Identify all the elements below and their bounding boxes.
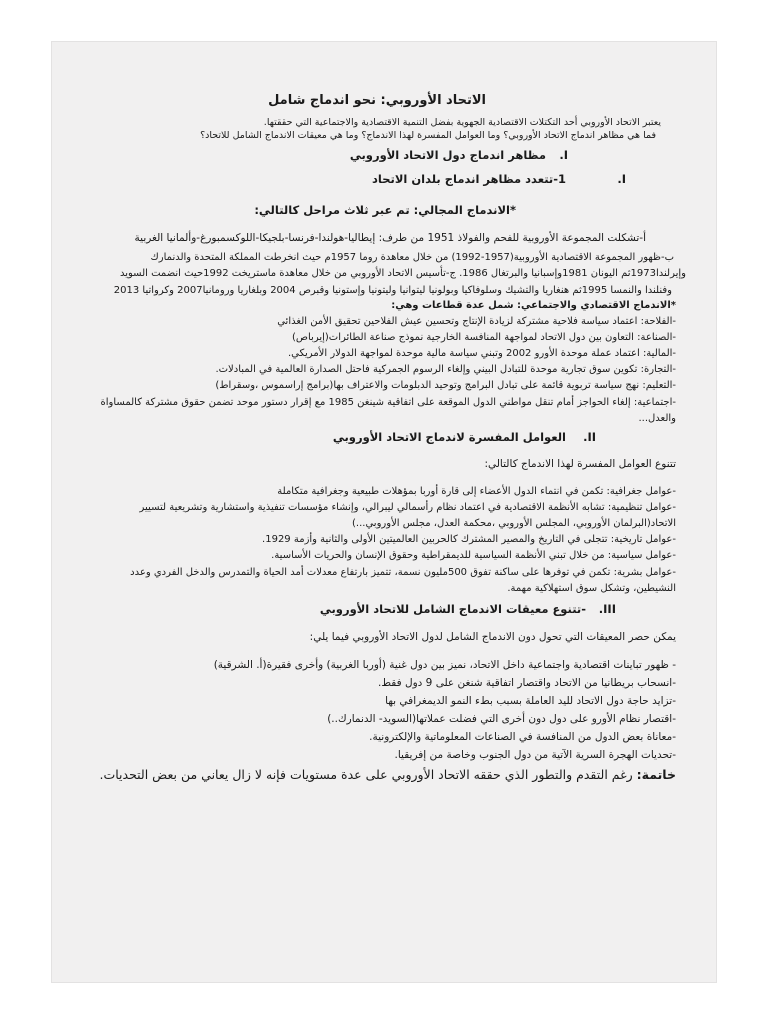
- conclusion-text: رغم التقدم والتطور الذي حققه الاتحاد الأوروبي على عدة مستويات فإنه لا زال يعاني من بعض التحديات.: [99, 767, 637, 782]
- section-2-heading: العوامل المفسرة لاندماج الاتحاد الأوروبي: [332, 430, 566, 444]
- factor-historical: -عوامل تاريخية: تتجلى في التاريخ والمصير المشترك كالحربين العالميتين الأولى والثانية وأزمة 1929.: [262, 534, 676, 545]
- section-3-lead: يمكن حصر المعيقات التي تحول دون الاندماج الشامل لدول الاتحاد الأوروبي فيما يلي:: [309, 631, 676, 643]
- factor-human-cont: النشيطين، وتشكل سوق استهلاكية مهمة.: [507, 583, 676, 594]
- section-2-number: II.: [583, 430, 596, 444]
- obstacle-competition: -معاناة بعض الدول من المنافسة في الصناعات المعلوماتية والإلكترونية.: [369, 731, 676, 743]
- factor-organizational: -عوامل تنظيمية: تشابه الأنظمة الاقتصادية في اعتماد نظام رأسمالي ليبرالي، وإنشاء مؤسسات تنفيذية واستشارية وتشريعية لتسيير: [139, 502, 676, 513]
- factor-human: -عوامل بشرية: تكمن في توفرها على ساكنة تفوق 500مليون نسمة، تتميز بارتفاع معدلات أمد الحياة والتمدرس والدخل الفردي وعدد: [130, 567, 676, 578]
- obstacle-disparities: - ظهور تباينات اقتصادية واجتماعية داخل الاتحاد، نميز بين دول غنية (أوربا الغربية) وأخرى فقيرة(أ. الشرقية): [213, 659, 676, 671]
- section-1-heading: مظاهر اندماج دول الاتحاد الأوروبي: [349, 148, 546, 162]
- section-3-heading: -تتنوع معيقات الاندماج الشامل للاتحاد الأوروبي: [319, 602, 586, 616]
- obstacle-labor: -تزايد حاجة دول الاتحاد لليد العاملة بسبب بطء النمو الديمغرافي بها: [385, 695, 676, 707]
- sector-education: -التعليم: نهج سياسة تربوية قائمة على تبادل البرامج وتوحيد الدبلومات والاعتراف بها(برامج إراسموس ،وسقراط): [215, 380, 676, 391]
- obstacle-migration: -تحديات الهجرة السرية الآتية من دول الجنوب وخاصة من إفريقيا.: [394, 749, 676, 761]
- spatial-phase-c-line-1: وإيرلندا1973ثم اليونان 1981وإسبانيا والبرتغال 1986. ج-تأسيس الاتحاد الأوروبي من خلال معاهدة ماستريخت 1992حيث انضمت السويد: [119, 268, 686, 279]
- spatial-phase-c-line-2: وفنلندا والنمسا 1995ثم هنغاريا والتشيك وسلوفاكيا وبولونيا ليتوانيا وليتونيا وإستونيا وقبرص 2004 وبلغاريا ورومانيا2007 وكرواتيا 2013: [113, 285, 672, 296]
- factor-organizational-cont: الاتحاد(البرلمان الأوروبي، المجلس الأوروبي ،محكمة العدل، مجلس الأوروبي...): [352, 518, 676, 529]
- section-3-number: III.: [598, 602, 616, 616]
- sector-finance: -المالية: اعتماد عملة موحدة الأورو 2002 وتبني سياسة مالية موحدة لمواجهة الدولار الأمريكي.: [287, 348, 676, 359]
- factor-geographic: -عوامل جغرافية: تكمن في انتماء الدول الأعضاء إلى قارة أوربا بمؤهلات طبيعية وجغرافية متكاملة: [277, 486, 676, 497]
- conclusion-label: خاتمة:: [636, 767, 676, 782]
- sector-social-cont: والعدل...: [638, 413, 676, 424]
- intro-line-1: يعتبر الاتحاد الأوروبي أحد التكتلات الاقتصادية الجهوية بفضل التنمية الاقتصادية والاجتماعية التي حققتها.: [263, 117, 661, 128]
- section-2-lead: تتنوع العوامل المفسرة لهذا الاندماج كالتالي:: [484, 458, 676, 470]
- economic-social-heading: *الاندماج الاقتصادي والاجتماعي: شمل عدة قطاعات وهي:: [391, 300, 676, 311]
- spatial-integration-heading: *الاندماج المجالي: تم عبر ثلاث مراحل كالتالي:: [254, 203, 516, 217]
- scanned-page: [52, 42, 716, 982]
- obstacle-euro: -اقتصار نظام الأورو على دول دون أخرى التي فضلت عملاتها(السويد- الدنمارك..): [327, 713, 676, 725]
- subsection-number: I.: [617, 172, 626, 186]
- subsection-heading: 1-تتعدد مظاهر اندماج بلدان الاتحاد: [372, 172, 566, 186]
- page-title: الاتحاد الأوروبي: نحو اندماج شامل: [268, 93, 486, 108]
- spatial-phase-b: ب-ظهور المجموعة الاقتصادية الأوروبية(1957-1992) من خلال معاهدة روما 1957م حيث انخرطت المملكة المتحدة والدنمارك: [150, 252, 674, 263]
- sector-social: -اجتماعية: إلغاء الحواجز أمام تنقل مواطني الدول الموقعة على اتفاقية شينغن 1985 مع إقرار دستور موحد تضمن حقوق مشتركة كالمساواة: [100, 397, 676, 408]
- sector-industry: -الصناعة: التعاون بين دول الاتحاد لمواجهة المنافسة الخارجية نموذج صناعة الطائرات(إيرباص): [292, 332, 676, 343]
- obstacle-brexit: -انسحاب بريطانيا من الاتحاد واقتصار اتفاقية شنغن على 9 دول فقط.: [377, 677, 676, 689]
- conclusion: [99, 768, 676, 782]
- sector-trade: -التجارة: تكوين سوق تجارية موحدة للتبادل البيني وإلغاء الرسوم الجمركية فاحتل الصدارة العالمية في المبادلات.: [215, 364, 676, 375]
- intro-line-2: فما هي مظاهر اندماج الاتحاد الأوروبي؟ وما العوامل المفسرة لهذا الاندماج؟ وما هي معيقات الاندماج الشامل للاتحاد؟: [200, 130, 656, 141]
- spatial-phase-a: أ-تشكلت المجموعة الأوروبية للفحم والفولاذ 1951 من طرف: إيطاليا-هولندا-فرنسا-بلجيكا-اللوكسمبورغ-وألمانيا الغربية: [134, 232, 646, 244]
- factor-political: -عوامل سياسية: من خلال تبني الأنظمة السياسية للديمقراطية وحقوق الإنسان والحريات الأساسية.: [271, 550, 676, 561]
- sector-agriculture: -الفلاحة: اعتماد سياسة فلاحية مشتركة لزيادة الإنتاج وتحسين عيش الفلاحين تحقيق الأمن الغذائي: [277, 316, 676, 327]
- section-1-number: I.: [559, 148, 568, 162]
